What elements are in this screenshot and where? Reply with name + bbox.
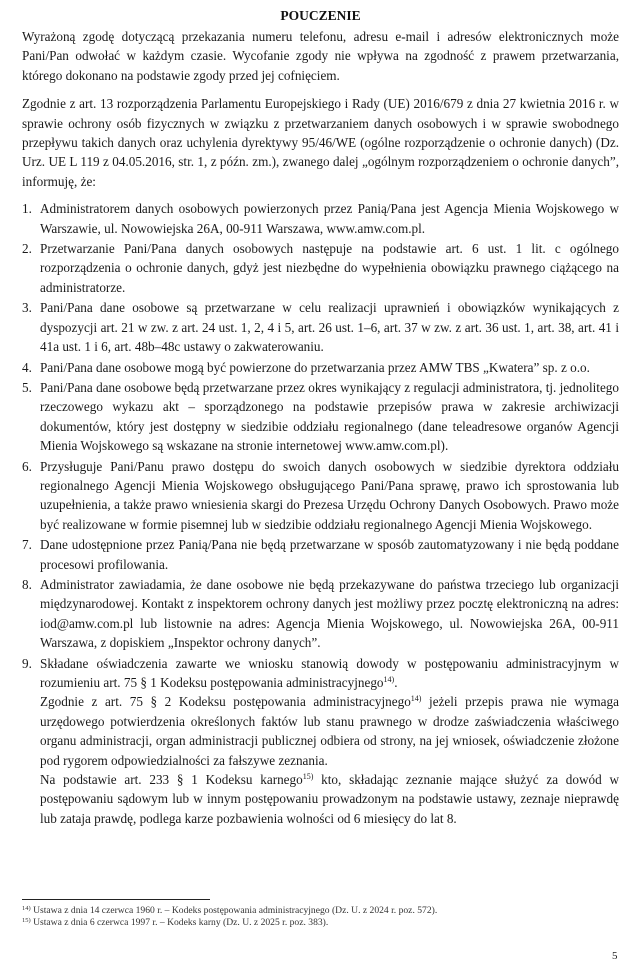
item-text: Pani/Pana dane osobowe mogą być powierzone do przetwarzania przez AMW TBS „Kwatera” sp. z o.o. [40, 359, 590, 375]
footnote-ref-14[interactable]: 14) [410, 694, 422, 704]
footnote-mark: 15) [22, 917, 31, 924]
item-number: 6. [22, 458, 32, 474]
page-title: POUCZENIE [280, 8, 361, 23]
item9-p3-end: kto, składając zeznanie mające służyć za dowód w postępowaniu sądowym lub w innym postępowaniu prowadzonym na podstawie ustawy, zeznaje nieprawdę lub zataja prawdę, podlega karze pozbawienia wolności od 6 miesięcy do lat 8. [40, 772, 619, 826]
item-number: 2. [22, 241, 32, 257]
item-text: Administrator zawiadamia, że dane osobowe nie będą przekazywane do państwa trzeciego lub organizacji międzynarodowej. Kontakt z inspektorem ochrony danych jest możliwy przez pocztę elektroniczną na adres: iod@amw.com.pl lub listownie na adres: Agencja Mienia Wojskowego, ul. Nowowiejska 26A, 00-911 Warszawa, z dopiskiem „Inspektor ochrony danych”. [40, 576, 619, 651]
footnote-mark: 14) [22, 905, 31, 912]
footnote-ref-14[interactable]: 14) [383, 675, 395, 684]
item-text: Pani/Pana dane osobowe są przetwarzane w celu realizacji uprawnień i obowiązków wynikających z dyspozycji art. 21 w zw. z art. 24 ust. 1, 2, 4 i 5, art. 26 ust. 1–6, art. 37 w zw. z art. 36 ust. 1, art. 38, art. 41 i 41a ust. 1 i 6, art. 48b–48c ustawy o zakwaterowaniu. [40, 300, 619, 355]
list-item [22, 575, 619, 653]
item-number: 5. [22, 379, 32, 395]
item-text: Dane udostępnione przez Panią/Pana nie będą przetwarzane w sposób zautomatyzowany i nie będą poddane procesowi profilowania. [40, 537, 619, 572]
footnote-14 [22, 905, 619, 917]
item9-paragraph-evidence [40, 654, 619, 693]
list-item-9 [22, 654, 619, 829]
item-number: 3. [22, 300, 32, 316]
item-number: 4. [22, 359, 32, 375]
list-item [22, 239, 619, 297]
information-list [22, 199, 619, 828]
item-number: 7. [22, 537, 32, 553]
footnote-text: Ustawa z dnia 14 czerwca 1960 r. – Kodeks postępowania administracyjnego (Dz. U. z 2024 r. poz. 572). [30, 905, 438, 916]
list-item [22, 358, 619, 377]
item9-p1-text: Składane oświadczenia zawarte we wniosku stanowią dowody w postępowaniu administracyjnym w rozumieniu art. 75 § 1 Kodeksu postępowania administracyjnego [40, 655, 619, 690]
list-item [22, 535, 619, 574]
consent-paragraph: Wyrażoną zgodę dotyczącą przekazania numeru telefonu, adresu e-mail i adresów elektronicznych może Pani/Pan odwołać w każdym czasie. Wycofanie zgody nie wpływa na zgodność z prawem przetwarzania, którego dokonano na podstawie zgody przed jej cofnięciem. [22, 29, 619, 83]
item9-paragraph-art75 [40, 692, 619, 770]
list-item [22, 457, 619, 535]
footnote-ref-15[interactable]: 15) [302, 772, 314, 782]
item9-p3-text: Na podstawie art. 233 § 1 Kodeksu karnego [40, 772, 303, 788]
item-number: 9. [22, 655, 32, 671]
page-number: 5 [612, 950, 618, 962]
footnote-15 [22, 917, 619, 929]
item-text: Administratorem danych osobowych powierzonych przez Panią/Pana jest Agencja Mienia Wojskowego w Warszawie, ul. Nowowiejska 26A, 00-911 Warszawa, www.amw.com.pl. [40, 201, 619, 236]
item-number: 1. [22, 201, 32, 217]
footnotes [22, 905, 619, 929]
item-number: 8. [22, 576, 32, 592]
item-text: Przysługuje Pani/Panu prawo dostępu do swoich danych osobowych w siedzibie dyrektora oddziału regionalnego Agencji Mienia Wojskowego obsługującego Pani/Pana sprawę, prawo ich sprostowania lub uzupełnienia, a także prawo wniesienia skargi do Prezesa Urzędu Ochrony Danych Osobowych. Prawo może być realizowane w formie pisemnej lub w siedzibie oddziału regionalnego Agencji Mienia Wojskowego. [40, 458, 619, 532]
rodo-intro-paragraph: Zgodnie z art. 13 rozporządzenia Parlamentu Europejskiego i Rady (UE) 2016/679 z dnia 27 kwietnia 2016 r. w sprawie ochrony osób fizycznych w związku z przetwarzaniem danych osobowych i w sprawie swobodnego przepływu takich danych oraz uchylenia dyrektywy 95/46/WE (ogólne rozporządzenie o ochronie danych) (Dz. Urz. UE L 119 z 04.05.2016, str. 1, z późn. zm.), zwanego dalej „ogólnym rozporządzeniem o ochronie danych”, informuję, że: [22, 96, 619, 189]
list-item [22, 199, 619, 238]
item9-p2-end: jeżeli przepis prawa nie wymaga urzędowego potwierdzenia określonych faktów lub stanu prawnego w drodze zaświadczenia właściwego organu administracji, organ administracji publicznej odbiera od strony, na jej wniosek, oświadczenie złożone pod rygorem odpowiedzialności za fałszywe zeznania. [40, 694, 619, 768]
item-text: Przetwarzanie Pani/Pana danych osobowych następuje na podstawie art. 6 ust. 1 lit. c ogólnego rozporządzenia o ochronie danych, gdyż jest niezbędne do wypełnienia obowiązku prawnego ciążącego na administratorze. [40, 241, 619, 295]
list-item [22, 298, 619, 356]
footnote-separator [22, 899, 210, 900]
list-item [22, 378, 619, 456]
item9-p2-text: Zgodnie z art. 75 § 2 Kodeksu postępowania administracyjnego [40, 694, 411, 710]
document-page [22, 6, 619, 829]
item-text: Pani/Pana dane osobowe będą przetwarzane przez okres wynikający z regulacji administratora, tj. jednolitego rzeczowego wykazu akt – sporządzonego na podstawie przepisów prawa w zakresie archiwizacji dokumentów, który jest dostępny w siedzibie oddziału regionalnego (dane teleadresowe organów Agencji Mienia Wojskowego są wskazane na stronie internetowej www.amw.com.pl). [40, 379, 619, 454]
item9-paragraph-art233 [40, 770, 619, 828]
item9-p1-end: . [394, 675, 398, 690]
footnote-text: Ustawa z dnia 6 czerwca 1997 r. – Kodeks karny (Dz. U. z 2025 r. poz. 383). [30, 917, 329, 928]
